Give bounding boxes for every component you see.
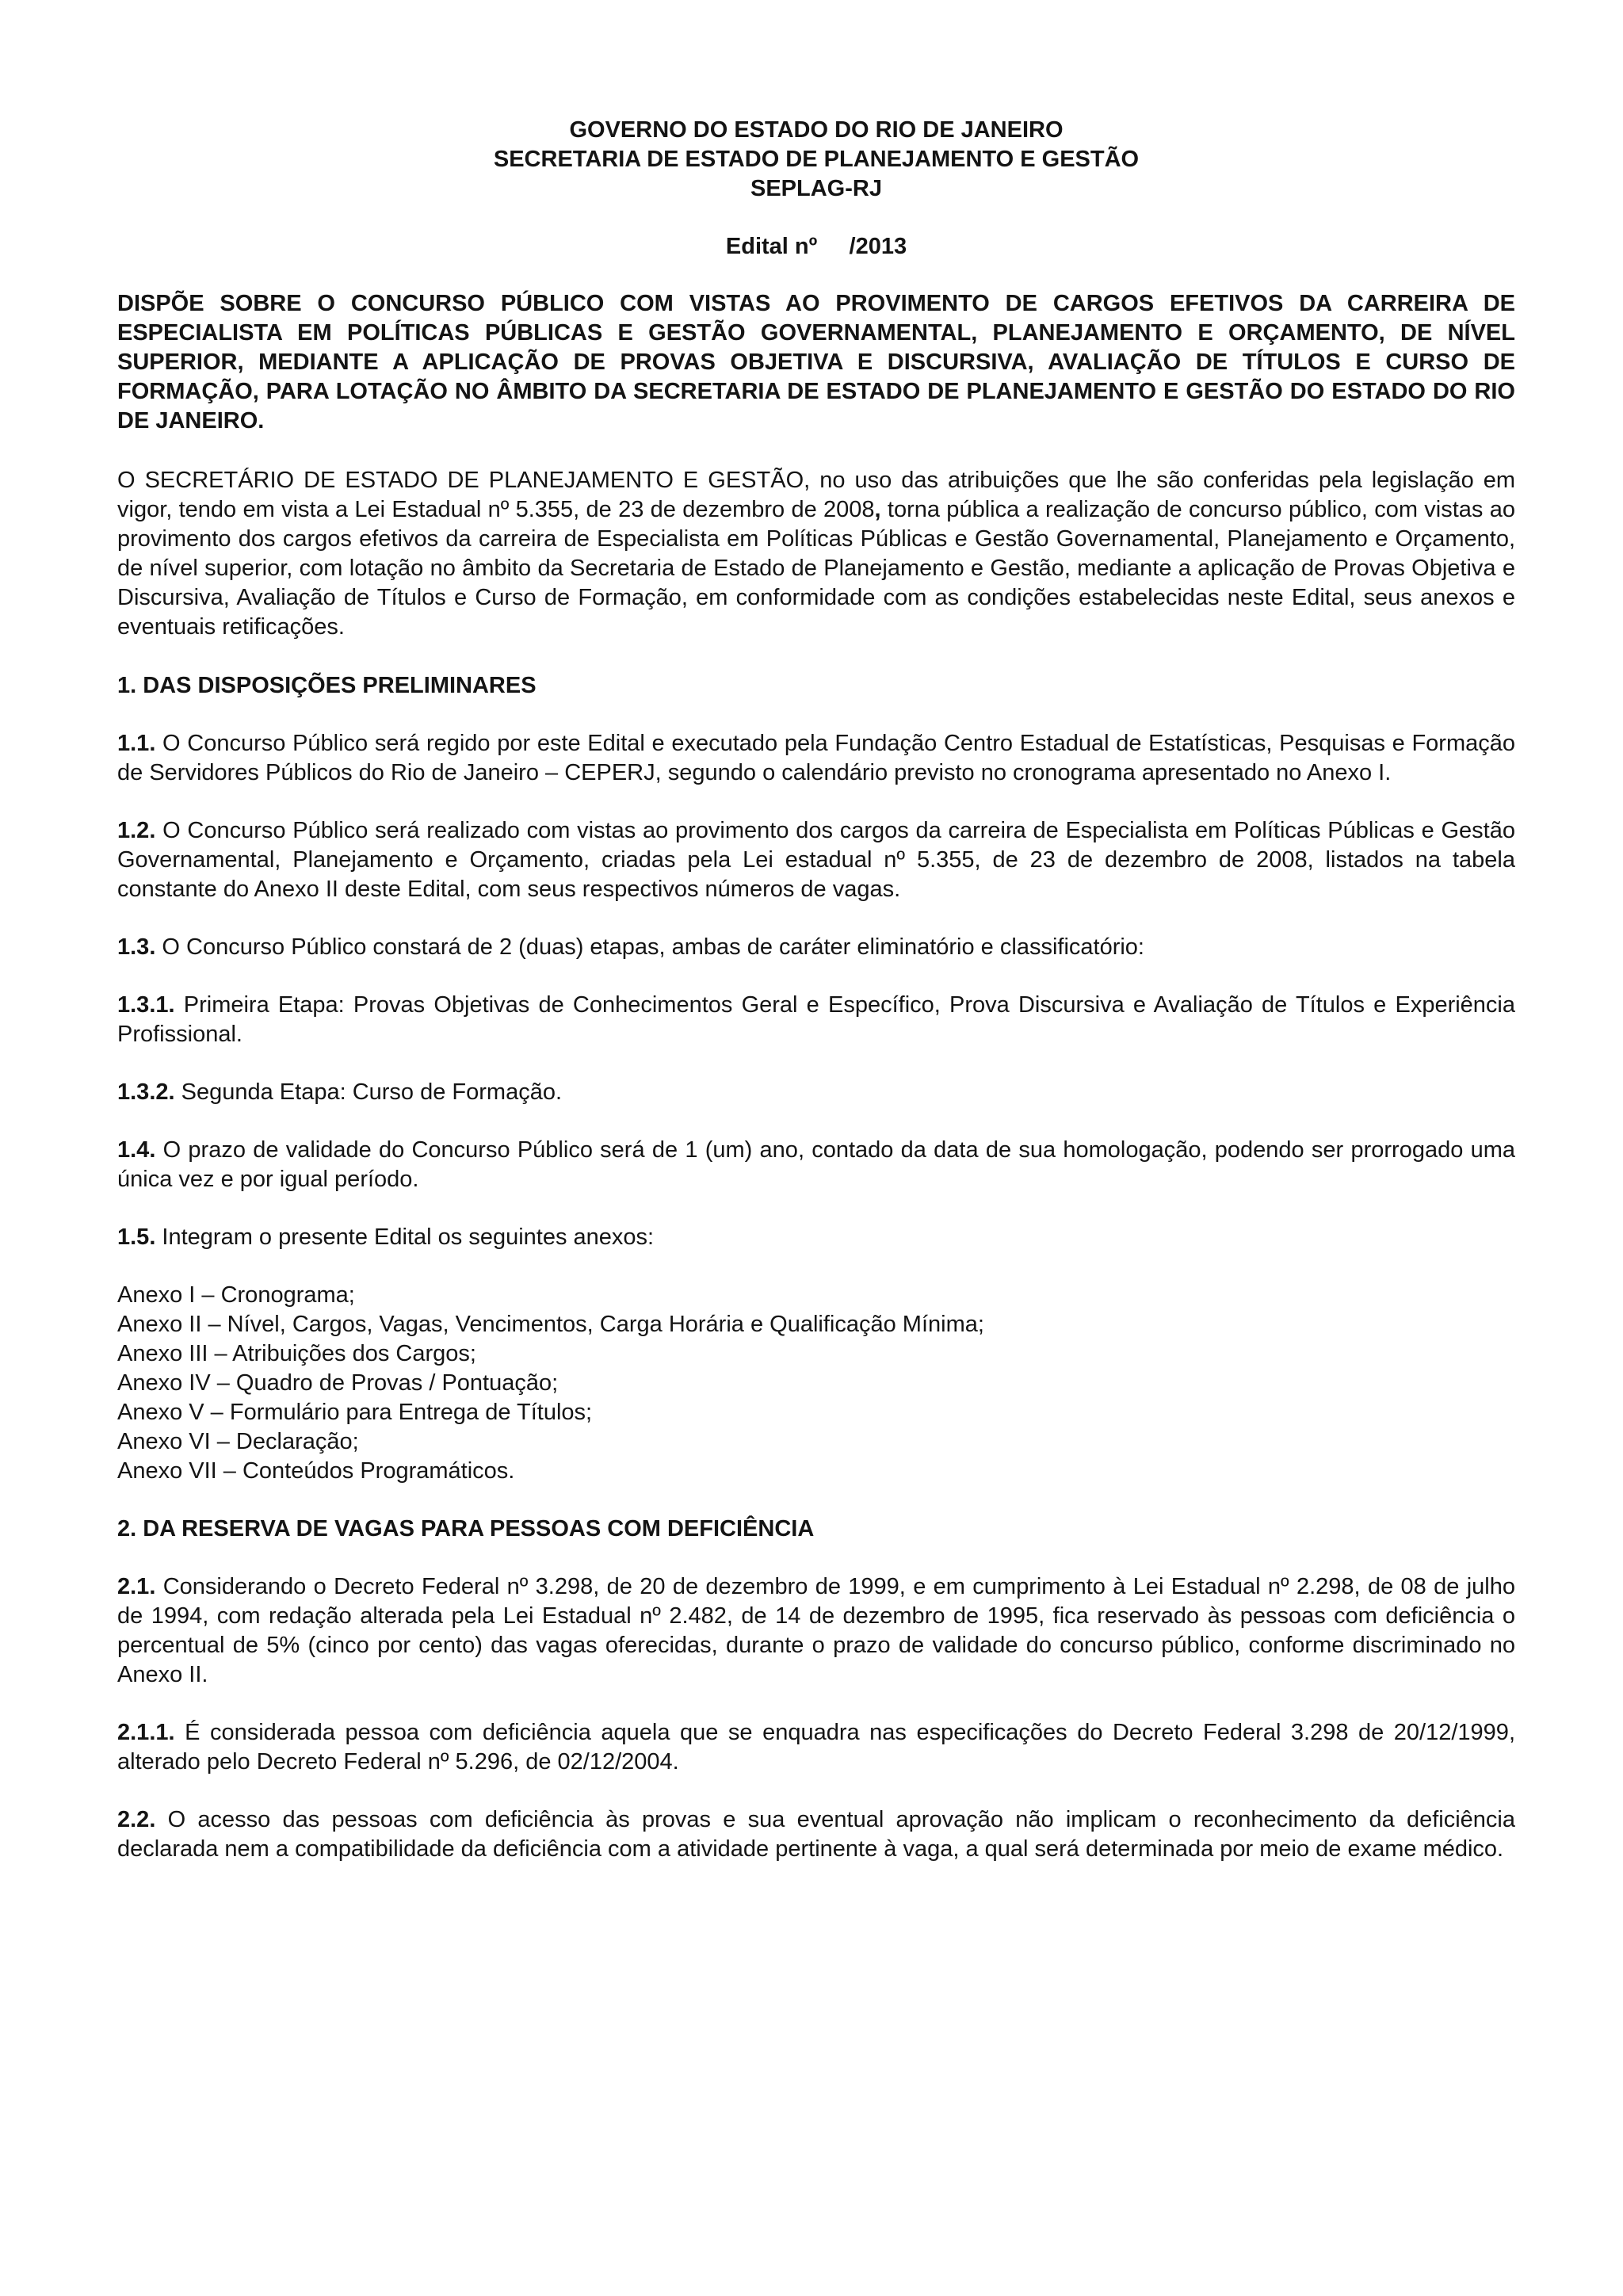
header-acronym: SEPLAG-RJ [750, 176, 882, 201]
clause-1-3-1 [117, 991, 1515, 1049]
edital-number: Edital nº /2013 [725, 234, 907, 259]
clause-number: 1.1. [117, 731, 156, 756]
clause-number: 1.4. [117, 1137, 156, 1163]
preamble-part2: torna pública a realização de concurso público, com vistas ao provimento dos cargos efetivos da carreira de Especialista em Políticas Públicas e Gestão Governamental, Planejamento e Orçamento, de nível superior, com lotação no âmbito da Secretaria de Estado de Planejamento e Gestão, mediante a aplicação de Provas Objetiva e Discursiva, Avaliação de Títulos e Curso de Formação, em conformidade com as condições estabelecidas neste Edital, seus anexos e eventuais retificações. [117, 497, 1515, 640]
clause-text: O Concurso Público constará de 2 (duas) etapas, ambas de caráter eliminatório e classificatório: [155, 934, 1144, 960]
annex-item: Anexo VII – Conteúdos Programáticos. [117, 1458, 515, 1484]
header-secretariat: SECRETARIA DE ESTADO DE PLANEJAMENTO E GESTÃO [493, 147, 1140, 172]
clause-text: Segunda Etapa: Curso de Formação. [174, 1079, 563, 1105]
clause-1-1 [117, 729, 1515, 788]
annex-item: Anexo II – Nível, Cargos, Vagas, Vencimentos, Carga Horária e Qualificação Mínima; [117, 1312, 984, 1337]
clause-1-3-2 [117, 1078, 1515, 1107]
clause-2-1 [117, 1572, 1515, 1690]
annex-item: Anexo IV – Quadro de Provas / Pontuação; [117, 1370, 559, 1396]
header-government: GOVERNO DO ESTADO DO RIO DE JANEIRO [569, 117, 1064, 143]
preamble-comma: , [874, 497, 881, 522]
clause-text: Primeira Etapa: Provas Objetivas de Conhecimentos Geral e Específico, Prova Discursiva e Avaliação de Títulos e Experiência Profissional. [117, 992, 1515, 1047]
document-page [117, 116, 1515, 1864]
clause-text: É considerada pessoa com deficiência aquela que se enquadra nas especificações do Decreto Federal 3.298 de 20/12/1999, alterado pelo Decreto Federal nº 5.296, de 02/12/2004. [117, 1720, 1515, 1775]
annex-list [117, 1281, 1515, 1486]
clause-1-3 [117, 933, 1515, 962]
clause-2-2 [117, 1805, 1515, 1864]
clause-number: 1.5. [117, 1224, 156, 1250]
preamble-part1: O SECRETÁRIO DE ESTADO DE PLANEJAMENTO E GESTÃO, no uso das atribuições que lhe são conferidas pela legislação em vigor, tendo em vista a Lei Estadual nº 5.355, de 23 de dezembro de 2008 [117, 468, 1515, 522]
preamble [117, 466, 1515, 642]
clause-number: 1.3. [117, 934, 156, 960]
annex-item: Anexo III – Atribuições dos Cargos; [117, 1341, 476, 1366]
clause-1-2 [117, 816, 1515, 904]
annex-item: Anexo V – Formulário para Entrega de Títulos; [117, 1400, 593, 1425]
annex-item: Anexo VI – Declaração; [117, 1429, 359, 1454]
annex-item: Anexo I – Cronograma; [117, 1282, 355, 1308]
clause-text: O Concurso Público será realizado com vistas ao provimento dos cargos da carreira de Especialista em Políticas Públicas e Gestão Governamental, Planejamento e Orçamento, criadas pela Lei estadual nº 5.355, de 23 de dezembro de 2008, listados na tabela constante do Anexo II deste Edital, com seus respectivos números de vagas. [117, 818, 1515, 902]
clause-text: O acesso das pessoas com deficiência às provas e sua eventual aprovação não implicam o reconhecimento da deficiência declarada nem a compatibilidade da deficiência com a atividade pertinente à vaga, a qual será determinada por meio de exame médico. [117, 1807, 1515, 1862]
clause-number: 1.3.1. [117, 992, 175, 1018]
ementa: DISPÕE SOBRE O CONCURSO PÚBLICO COM VISTAS AO PROVIMENTO DE CARGOS EFETIVOS DA CARREIRA DE ESPECIALISTA EM POLÍTICAS PÚBLICAS E GESTÃO GOVERNAMENTAL, PLANEJAMENTO E ORÇAMENTO, DE NÍVEL SUPERIOR, MEDIANTE A APLICAÇÃO DE PROVAS OBJETIVA E DISCURSIVA, AVALIAÇÃO DE TÍTULOS E CURSO DE FORMAÇÃO, PARA LOTAÇÃO NO ÂMBITO DA SECRETARIA DE ESTADO DE PLANEJAMENTO E GESTÃO DO ESTADO DO RIO DE JANEIRO. [117, 291, 1515, 434]
section-1-title: 1. DAS DISPOSIÇÕES PRELIMINARES [117, 673, 537, 698]
section-2-title: 2. DA RESERVA DE VAGAS PARA PESSOAS COM DEFICIÊNCIA [117, 1516, 815, 1541]
clause-text: Integram o presente Edital os seguintes anexos: [155, 1224, 655, 1250]
clause-text: Considerando o Decreto Federal nº 3.298, de 20 de dezembro de 1999, e em cumprimento à Lei Estadual nº 2.298, de 08 de julho de 1994, com redação alterada pela Lei Estadual nº 2.482, de 14 de dezembro de 1995, fica reservado às pessoas com deficiência o percentual de 5% (cinco por cento) das vagas oferecidas, durante o prazo de validade do concurso público, conforme discriminado no Anexo II. [117, 1574, 1515, 1687]
clause-number: 2.2. [117, 1807, 156, 1832]
clause-2-1-1 [117, 1718, 1515, 1777]
clause-number: 2.1. [117, 1574, 156, 1599]
clause-number: 1.3.2. [117, 1079, 175, 1105]
clause-1-5 [117, 1223, 1515, 1252]
clause-text: O Concurso Público será regido por este Edital e executado pela Fundação Centro Estadual de Estatísticas, Pesquisas e Formação de Servidores Públicos do Rio de Janeiro – CEPERJ, segundo o calendário previsto no cronograma apresentado no Anexo I. [117, 731, 1515, 785]
clause-number: 2.1.1. [117, 1720, 175, 1745]
clause-1-4 [117, 1136, 1515, 1194]
clause-number: 1.2. [117, 818, 156, 843]
clause-text: O prazo de validade do Concurso Público será de 1 (um) ano, contado da data de sua homologação, podendo ser prorrogado uma única vez e por igual período. [117, 1137, 1515, 1192]
